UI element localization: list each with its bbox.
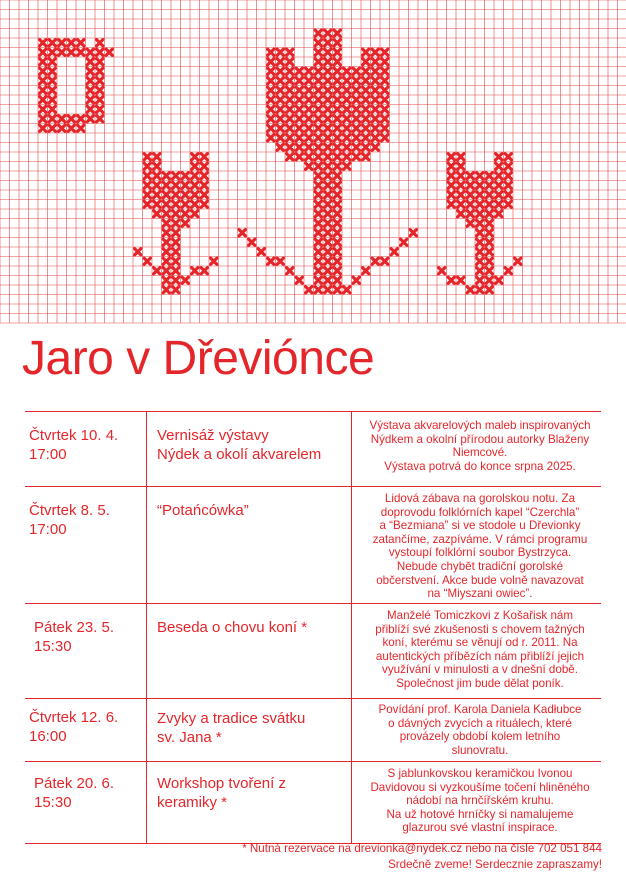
- event-description: S jablunkovskou keramičkou Ivonou Davidovou si vyzkoušíme točení hliněného nádobí na hrnčířském kruhu. Na už hotové hrníčky si namalujeme glazurou své vlastní inspirace.: [370, 767, 590, 835]
- event-description: Manželé Tomiczkovi z Košařisk nám přiblíží své zkušenosti s chovem tažných koní, kterému se věnují od r. 2011. Na autentických příbězích nám přiblíží jejich využívání v minulosti a v dnešní době. Společnost jim bude dělat poník.: [375, 609, 585, 690]
- event-row: [25, 698, 601, 761]
- events-table: [25, 411, 601, 844]
- event-time: 17:00: [29, 446, 67, 463]
- column-divider: [146, 699, 147, 761]
- event-row: [25, 603, 601, 698]
- page-title: Jaro v Dřeviónce: [22, 332, 375, 385]
- event-date: [29, 708, 144, 746]
- event-description: Lidová zábava na gorolskou notu. Za doprovodu folklórních kapel “Czerchla” a “Bezmiana” si ve stodole u Dřevionky zatančíme, zazpíváme. V rámci programu vystoupí folklórní soubor Bystrzyca. Nebude chybět tradiční gorolské občerstvení. Akce bude volně navazovat na “Miyszani owiec”.: [372, 492, 588, 601]
- column-divider: [146, 487, 147, 603]
- event-name: Zvyky a tradice svátku sv. Jana *: [157, 710, 306, 746]
- column-divider: [351, 487, 352, 603]
- cross-stitch-header-artwork: [0, 0, 626, 328]
- column-divider: [351, 412, 352, 486]
- event-description: Výstava akvarelových maleb inspirovaných Nýdkem a okolní přírodou autorky Blaženy Niemcové. Výstava potrvá do konce srpna 2025.: [369, 419, 591, 473]
- event-description: Povídání prof. Karola Daniela Kadłubce o dávných zvycích a rituálech, které provázely období kolem letního slunovratu.: [378, 703, 582, 757]
- event-day: Čtvrtek 12. 6.: [29, 709, 119, 726]
- column-divider: [351, 604, 352, 698]
- event-name: Workshop tvoření z keramiky *: [157, 775, 286, 811]
- event-time: 16:00: [29, 728, 67, 745]
- event-row: [25, 486, 601, 603]
- event-time: 15:30: [34, 794, 72, 811]
- event-name: Vernisáž výstavy Nýdek a okolí akvarelem: [157, 427, 322, 463]
- column-divider: [146, 412, 147, 486]
- event-day: Pátek 23. 5.: [34, 619, 115, 636]
- event-name: “Potańcówka”: [157, 502, 249, 519]
- invitation-line: Srdečně zveme! Serdecznie zapraszamy!: [388, 858, 602, 871]
- event-date: [34, 774, 149, 812]
- event-day: Čtvrtek 8. 5.: [29, 502, 110, 519]
- event-date: [29, 426, 144, 464]
- event-day: Čtvrtek 10. 4.: [29, 427, 119, 444]
- event-date: [34, 618, 149, 656]
- footer-note: [242, 841, 602, 873]
- event-name: Beseda o chovu koní *: [157, 619, 308, 636]
- event-date: [29, 501, 144, 539]
- event-row: [25, 761, 601, 844]
- column-divider: [351, 699, 352, 761]
- event-day: Pátek 20. 6.: [34, 775, 115, 792]
- reservation-note: * Nutná rezervace na drevionka@nydek.cz nebo na čísle 702 051 844: [242, 842, 602, 855]
- event-row: [25, 411, 601, 486]
- event-time: 15:30: [34, 638, 72, 655]
- column-divider: [351, 762, 352, 843]
- event-time: 17:00: [29, 521, 67, 538]
